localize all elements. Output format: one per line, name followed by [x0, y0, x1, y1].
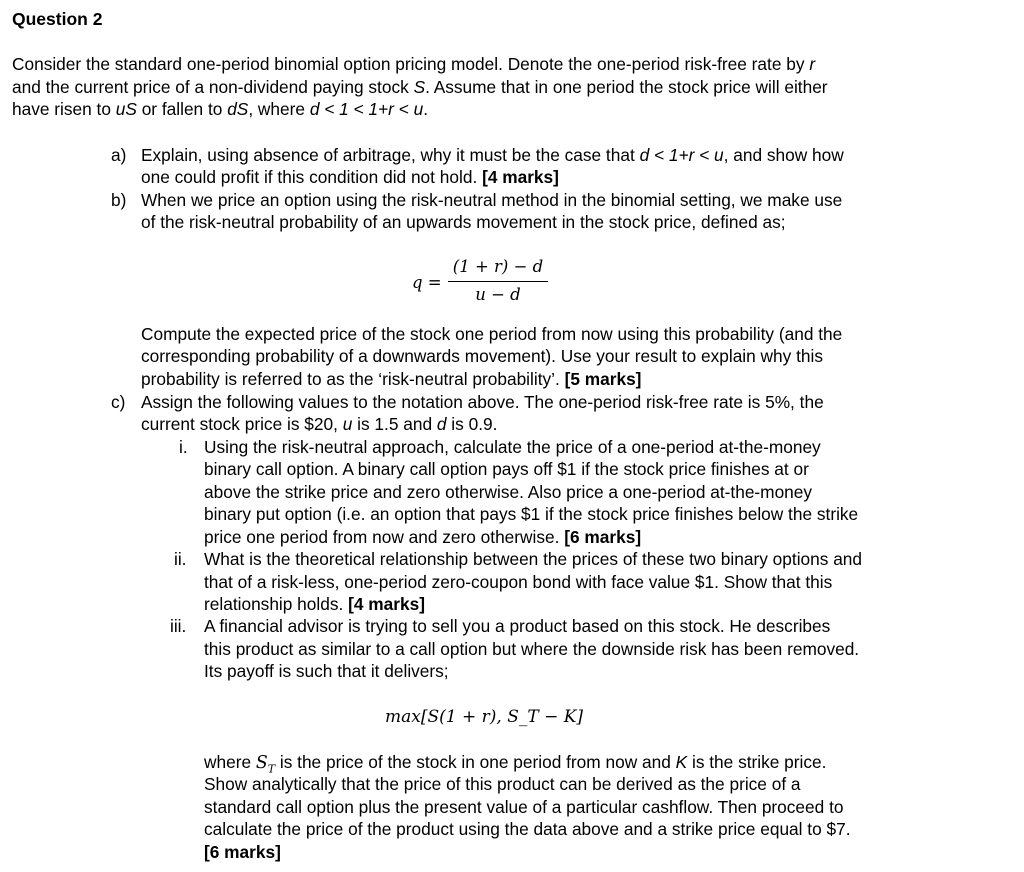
sub-iii-after-line-2: Show analytically that the price of this product can be derived as the price of a: [204, 774, 801, 794]
sub-ii-marks: [4 marks]: [348, 594, 425, 614]
part-a-line-1: Explain, using absence of arbitrage, why it must be the case that d < 1+r < u, and show how: [141, 145, 844, 165]
part-c-label: c): [111, 392, 126, 412]
part-b-line-4: corresponding probability of a downwards movement). Use your result to explain why this: [141, 346, 823, 366]
part-b-label: b): [111, 190, 127, 210]
sub-iii-after-line-4: calculate the price of the product using the data above and a strike price equal to $7.: [204, 819, 851, 839]
part-b-line-3: Compute the expected price of the stock one period from now using this probability (and the: [141, 324, 843, 344]
sub-iii-line-2: this product as similar to a call option but where the downside risk has been removed.: [204, 639, 860, 659]
sub-i-line-2: binary call option. A binary call option pays off $1 if the stock price finishes at or: [204, 459, 809, 479]
intro-line-2: and the current price of a non-dividend paying stock S. Assume that in one period the stock price will either: [12, 77, 828, 97]
sub-ii-line-1: What is the theoretical relationship between the prices of these two binary options and: [204, 549, 863, 569]
sub-iii-after-line-1: where $S_T$ is the price of the stock in one period from now and K is the strike price.: [204, 752, 827, 776]
sub-iii-marks: [6 marks]: [204, 842, 281, 862]
sub-ii-line-2: that of a risk-less, one-period zero-coupon bond with face value $1. Show that this: [204, 572, 833, 592]
part-a-marks: [4 marks]: [482, 167, 559, 187]
fraction-bar: [448, 281, 548, 282]
part-c-line-1: Assign the following values to the notation above. The one-period risk-free rate is 5%, the: [141, 392, 824, 412]
sub-i-label: i.: [179, 437, 188, 457]
formula-denominator: u − d: [475, 285, 521, 304]
part-c-line-2: current stock price is $20, u is 1.5 and d is 0.9.: [141, 414, 498, 434]
sub-i-line-3: above the strike price and zero otherwise. Also price a one-period at-the-money: [204, 482, 813, 502]
intro-line-1: Consider the standard one-period binomial option pricing model. Denote the one-period risk-free rate by r: [12, 54, 816, 74]
sub-iii-line-1: A financial advisor is trying to sell you a product based on this stock. He describes: [204, 616, 831, 636]
formula-lhs: q =: [412, 273, 442, 292]
sub-iii-after-line-3: standard call option plus the present value of a particular cashflow. Then proceed to: [204, 797, 844, 817]
sub-iii-line-3: Its payoff is such that it delivers;: [204, 661, 449, 681]
part-b-marks: [5 marks]: [564, 369, 642, 389]
sub-ii-label: ii.: [174, 549, 187, 569]
sub-i-marks: [6 marks]: [564, 527, 642, 547]
intro-line-3: have risen to uS or fallen to dS, where d < 1 < 1+r < u.: [12, 99, 428, 119]
question-heading: Question 2: [12, 9, 103, 29]
part-b-line-2: of the risk-neutral probability of an upwards movement in the stock price, defined as;: [141, 212, 786, 232]
sub-i-line-1: Using the risk-neutral approach, calculate the price of a one-period at-the-money: [204, 437, 821, 457]
sub-i-line-4: binary put option (i.e. an option that pays $1 if the stock price finishes below the strike: [204, 504, 859, 524]
sub-i-line-5: price one period from now and zero otherwise. [6 marks]: [204, 527, 642, 547]
sub-ii-line-3: relationship holds. [4 marks]: [204, 594, 425, 614]
formula-numerator: (1 + r) − d: [452, 257, 544, 276]
part-b-line-1: When we price an option using the risk-neutral method in the binomial setting, we make use: [141, 190, 843, 210]
part-b-line-5: probability is referred to as the ‘risk-neutral probability’. [5 marks]: [141, 369, 642, 389]
payoff-formula: max[S(1 + r), S_T − K]: [385, 707, 584, 727]
sub-iii-label: iii.: [170, 616, 187, 636]
part-a-line-2: one could profit if this condition did not hold. [4 marks]: [141, 167, 559, 187]
part-a-label: a): [111, 145, 127, 165]
